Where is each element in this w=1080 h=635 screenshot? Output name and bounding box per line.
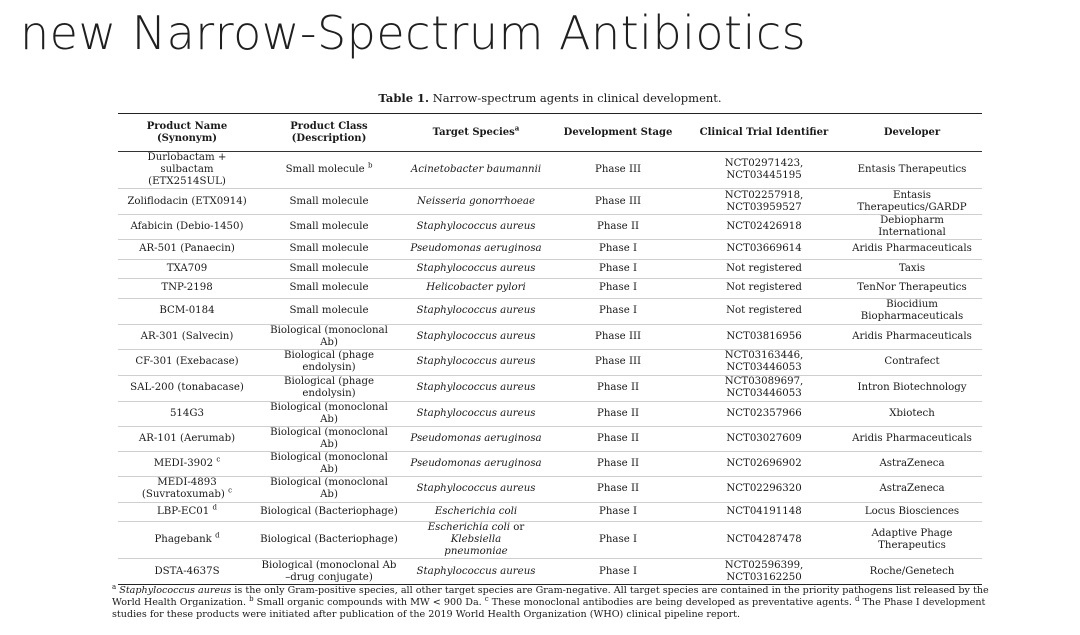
target-species-cell-text: Staphylococcus aureus <box>416 330 536 342</box>
trial-identifier-cell <box>686 152 842 189</box>
product-name-cell-text: AR-101 (Aerumab) <box>138 432 236 444</box>
product-name-cell-text: Afabicin (Debio-1450) <box>130 221 244 232</box>
trial-identifier-cell-text: Not registered <box>726 282 802 294</box>
development-stage-cell: Phase I <box>550 298 686 324</box>
developer-cell-text: Intron Biotechnology <box>857 382 967 393</box>
trial-identifier-cell-text: NCT02257918, <box>724 189 804 201</box>
product-name-cell <box>118 240 256 260</box>
product-name-cell-text: MEDI-3902 <box>153 457 214 469</box>
developer-cell-text: Aridis Pharmaceuticals <box>852 432 972 444</box>
product-class-cell-text: Biological (monoclonal Ab) <box>270 401 388 425</box>
development-stage-cell: Phase II <box>550 451 686 476</box>
column-header <box>402 114 550 152</box>
target-species-cell <box>402 451 550 476</box>
table-row <box>118 349 982 375</box>
product-class-cell-text: Biological (monoclonal Ab) <box>270 451 388 475</box>
developer-cell <box>842 502 982 522</box>
column-header-footnote-mark: a <box>514 123 520 133</box>
table-row <box>118 279 982 299</box>
footnote-mark: d <box>212 503 217 512</box>
target-species-cell <box>402 279 550 299</box>
column-header-label: Developer <box>883 126 941 138</box>
developer-cell <box>842 279 982 299</box>
column-header-label: Product Name <box>146 120 228 132</box>
target-species-cell-text: Pseudomonas aeruginosa <box>410 457 542 469</box>
trial-identifier-cell <box>686 215 842 240</box>
development-stage-cell: Phase III <box>550 152 686 189</box>
target-species-cell-text: Escherichia coli or Klebsiella <box>427 522 525 545</box>
target-species-cell <box>402 215 550 240</box>
product-name-cell-text: (Suvratoxumab) <box>141 489 225 500</box>
developer-cell <box>842 240 982 260</box>
trial-identifier-cell-text: NCT03445195 <box>726 170 802 181</box>
target-species-cell-text: Pseudomonas aeruginosa <box>410 432 542 444</box>
developer-cell-text: Biopharmaceuticals <box>860 311 964 322</box>
product-class-cell-text: Biological (phage endolysin) <box>283 376 374 399</box>
table-row <box>118 259 982 279</box>
target-species-cell-text: Staphylococcus aureus <box>416 483 536 494</box>
table-caption-text: Narrow-spectrum agents in clinical development. <box>432 91 722 105</box>
product-class-cell <box>256 451 402 476</box>
product-name-cell <box>118 152 256 189</box>
target-species-cell-text: Staphylococcus aureus <box>416 407 536 419</box>
developer-cell-text: Aridis Pharmaceuticals <box>852 243 972 255</box>
product-class-cell <box>256 189 402 215</box>
table-row <box>118 324 982 349</box>
footnote-a-species: Staphylococcus aureus <box>119 585 232 596</box>
product-class-cell-text: Biological (Bacteriophage) <box>260 534 398 545</box>
product-name-cell-text: LBP-EC01 <box>157 505 210 517</box>
product-class-cell <box>256 215 402 240</box>
table-body <box>118 152 982 585</box>
product-name-cell <box>118 375 256 401</box>
developer-cell <box>842 189 982 215</box>
product-class-cell <box>256 259 402 279</box>
development-stage-cell: Phase I <box>550 240 686 260</box>
trial-identifier-cell <box>686 559 842 585</box>
product-class-cell-text: Small molecule <box>289 243 369 255</box>
column-header-sublabel: (Synonym) <box>156 132 218 144</box>
product-name-cell-text: Phagebank <box>154 534 212 545</box>
product-name-cell <box>118 259 256 279</box>
developer-cell <box>842 476 982 502</box>
product-name-cell <box>118 451 256 476</box>
trial-identifier-cell <box>686 426 842 451</box>
developer-cell-text: Roche/Genetech <box>869 565 955 577</box>
trial-identifier-cell <box>686 401 842 426</box>
developer-cell <box>842 298 982 324</box>
target-species-cell-text: Staphylococcus aureus <box>416 262 536 274</box>
target-species-cell <box>402 559 550 585</box>
footnote-a-text: is the only Gram-positive species, all other target species are Gram-negative. All target species are contained in the priority pathogens list released by the World Health Organization. <box>112 585 989 609</box>
trial-identifier-cell-text: NCT03446053 <box>726 388 802 399</box>
product-class-cell <box>256 152 402 189</box>
trial-identifier-cell <box>686 522 842 559</box>
trial-identifier-cell <box>686 189 842 215</box>
trial-identifier-cell-text: NCT03089697, <box>724 376 804 387</box>
slide-title: new Narrow-Spectrum Antibiotics <box>20 6 807 60</box>
antibiotics-table <box>118 113 982 585</box>
column-header <box>118 114 256 152</box>
trial-identifier-cell-text: NCT03163446, <box>724 350 804 361</box>
development-stage-cell: Phase I <box>550 259 686 279</box>
table-row <box>118 522 982 559</box>
trial-identifier-cell-text: NCT02357966 <box>726 407 802 419</box>
table-row <box>118 152 982 189</box>
product-name-cell-text: DSTA-4637S <box>154 565 220 577</box>
product-class-cell <box>256 401 402 426</box>
table-caption <box>0 91 1080 105</box>
trial-identifier-cell <box>686 375 842 401</box>
product-class-cell-text: Small molecule <box>289 195 369 207</box>
product-class-cell-text: Biological (monoclonal Ab) <box>270 324 388 348</box>
table-caption-label: Table 1. <box>378 91 430 105</box>
product-class-cell <box>256 476 402 502</box>
footnote-mark: c <box>216 455 221 464</box>
table-row <box>118 215 982 240</box>
developer-cell-text: Locus Biosciences <box>864 505 960 517</box>
development-stage-cell: Phase II <box>550 426 686 451</box>
developer-cell-text: AstraZeneca <box>879 457 945 469</box>
product-class-cell <box>256 279 402 299</box>
developer-cell <box>842 522 982 559</box>
trial-identifier-cell-text: NCT02696902 <box>726 457 802 469</box>
product-name-cell-text: AR-501 (Panaecin) <box>139 243 235 255</box>
product-class-cell <box>256 349 402 375</box>
target-species-cell <box>402 298 550 324</box>
target-species-cell <box>402 349 550 375</box>
developer-cell-text: Entasis <box>893 189 931 201</box>
footnote-b-mark: b <box>249 595 254 604</box>
target-species-cell <box>402 375 550 401</box>
product-name-cell-text: MEDI-4893 <box>157 477 217 488</box>
product-class-cell-text: Small molecule <box>289 282 369 294</box>
target-species-cell-text: Staphylococcus aureus <box>416 382 536 393</box>
product-class-cell-text: Small molecule <box>285 164 365 175</box>
developer-cell-text: Therapeutics/GARDP <box>857 201 967 213</box>
product-class-cell-text: Biological (Bacteriophage) <box>260 505 398 517</box>
developer-cell <box>842 324 982 349</box>
product-name-cell <box>118 324 256 349</box>
product-name-cell-text: TXA709 <box>166 262 208 274</box>
developer-cell <box>842 349 982 375</box>
table-row <box>118 375 982 401</box>
trial-identifier-cell <box>686 240 842 260</box>
footnote-c-mark: c <box>484 595 489 604</box>
product-class-cell-text: Biological (phage endolysin) <box>283 350 374 373</box>
product-name-cell <box>118 401 256 426</box>
target-species-cell <box>402 426 550 451</box>
footnote-b-text: Small organic compounds with MW < 900 Da. <box>253 597 485 609</box>
product-name-cell <box>118 426 256 451</box>
target-species-cell-text: pneumoniae <box>444 546 508 557</box>
trial-identifier-cell-text: NCT02296320 <box>726 483 802 494</box>
product-class-cell <box>256 375 402 401</box>
product-class-cell <box>256 522 402 559</box>
product-name-cell <box>118 189 256 215</box>
developer-cell-text: Xbiotech <box>889 407 935 419</box>
developer-cell <box>842 401 982 426</box>
footnote-a-mark: a <box>112 582 117 591</box>
trial-identifier-cell <box>686 451 842 476</box>
developer-cell <box>842 152 982 189</box>
column-header-label: Development Stage <box>563 126 673 138</box>
target-species-cell <box>402 189 550 215</box>
product-name-cell <box>118 349 256 375</box>
developer-cell <box>842 375 982 401</box>
developer-cell-text: Debiopharm International <box>878 215 946 238</box>
trial-identifier-cell-text: NCT03669614 <box>726 243 802 255</box>
product-class-cell <box>256 240 402 260</box>
trial-identifier-cell-text: Not registered <box>726 262 802 274</box>
target-species-cell-text: Staphylococcus aureus <box>416 221 536 232</box>
development-stage-cell: Phase III <box>550 189 686 215</box>
target-species-cell <box>402 476 550 502</box>
column-header-label: Product Class (Description) <box>290 120 368 144</box>
product-name-cell <box>118 559 256 585</box>
column-header <box>550 114 686 152</box>
trial-identifier-cell-text: NCT03816956 <box>726 330 802 342</box>
developer-cell <box>842 559 982 585</box>
target-species-cell-text: Staphylococcus aureus <box>416 565 536 577</box>
trial-identifier-cell <box>686 279 842 299</box>
target-species-cell-text: Helicobacter pylori <box>426 282 526 294</box>
footnote-mark: c <box>228 486 233 495</box>
column-header <box>686 114 842 152</box>
developer-cell <box>842 215 982 240</box>
product-name-cell-text: 514G3 <box>169 407 205 419</box>
trial-identifier-cell <box>686 259 842 279</box>
product-class-cell <box>256 426 402 451</box>
footnote-d-mark: d <box>854 595 860 604</box>
product-name-cell-text: TNP-2198 <box>161 282 213 294</box>
product-name-cell <box>118 215 256 240</box>
trial-identifier-cell-text: NCT02426918 <box>726 221 802 232</box>
product-name-cell-text: BCM-0184 <box>159 305 215 316</box>
table-header-row <box>118 114 982 152</box>
product-class-cell-text: Biological (monoclonal Ab) <box>270 426 388 450</box>
developer-cell-text: Biocidium <box>886 299 938 310</box>
developer-cell <box>842 426 982 451</box>
footnote-mark: d <box>215 531 220 540</box>
product-name-cell <box>118 476 256 502</box>
table-row <box>118 401 982 426</box>
trial-identifier-cell <box>686 502 842 522</box>
product-name-cell <box>118 279 256 299</box>
trial-identifier-cell-text: NCT03446053 <box>726 362 802 373</box>
table-row <box>118 559 982 585</box>
trial-identifier-cell-text: NCT04287478 <box>726 534 802 545</box>
trial-identifier-cell <box>686 298 842 324</box>
product-class-cell <box>256 559 402 585</box>
product-name-cell-text: AR-301 (Salvecin) <box>140 330 234 342</box>
developer-cell-text: Aridis Pharmaceuticals <box>852 330 972 342</box>
target-species-cell <box>402 324 550 349</box>
product-name-cell-text: SAL-200 (tonabacase) <box>130 382 244 393</box>
product-name-cell-text: Durlobactam + sulbactam <box>147 152 227 175</box>
development-stage-cell: Phase I <box>550 279 686 299</box>
table-row <box>118 502 982 522</box>
product-class-cell <box>256 324 402 349</box>
product-name-cell-text: Zoliflodacin (ETX0914) <box>127 195 247 207</box>
developer-cell-text: AstraZeneca <box>879 483 945 494</box>
product-class-cell-text: –drug conjugate) <box>285 571 373 583</box>
product-class-cell <box>256 298 402 324</box>
target-species-cell <box>402 522 550 559</box>
footnote-c-text: These monoclonal antibodies are being developed as preventative agents. <box>488 597 855 609</box>
developer-cell <box>842 451 982 476</box>
development-stage-cell: Phase III <box>550 349 686 375</box>
trial-identifier-cell-text: NCT03027609 <box>726 432 802 444</box>
trial-identifier-cell-text: NCT03162250 <box>726 571 802 583</box>
developer-cell <box>842 259 982 279</box>
product-name-cell-text: CF-301 (Exebacase) <box>135 356 239 367</box>
column-header-label: Clinical Trial Identifier <box>699 126 829 138</box>
table-row <box>118 426 982 451</box>
column-header <box>256 114 402 152</box>
development-stage-cell: Phase I <box>550 502 686 522</box>
product-name-cell <box>118 522 256 559</box>
product-class-cell-text: Biological (monoclonal Ab) <box>270 477 388 500</box>
product-class-cell-text: Small molecule <box>289 221 369 232</box>
table-row <box>118 476 982 502</box>
product-class-cell <box>256 502 402 522</box>
target-species-cell-text: Escherichia coli <box>434 505 518 517</box>
trial-identifier-cell <box>686 349 842 375</box>
product-name-cell-text: (ETX2514SUL) <box>148 176 226 187</box>
trial-identifier-cell-text: NCT02596399, <box>724 559 804 571</box>
trial-identifier-cell <box>686 324 842 349</box>
target-species-cell-text: Staphylococcus aureus <box>416 305 536 316</box>
table-row <box>118 189 982 215</box>
target-species-cell <box>402 259 550 279</box>
development-stage-cell: Phase III <box>550 324 686 349</box>
target-species-cell-text: Staphylococcus aureus <box>416 356 536 367</box>
target-species-cell <box>402 152 550 189</box>
developer-cell-text: Contrafect <box>884 356 940 367</box>
trial-identifier-cell <box>686 476 842 502</box>
target-species-cell <box>402 502 550 522</box>
development-stage-cell: Phase I <box>550 559 686 585</box>
development-stage-cell: Phase II <box>550 215 686 240</box>
development-stage-cell: Phase II <box>550 476 686 502</box>
target-species-cell <box>402 401 550 426</box>
table-row <box>118 451 982 476</box>
target-species-cell <box>402 240 550 260</box>
developer-cell-text: Entasis Therapeutics <box>857 164 967 175</box>
development-stage-cell: Phase I <box>550 522 686 559</box>
target-species-cell-text: Acinetobacter baumannii <box>410 164 542 175</box>
product-class-cell-text: Small molecule <box>289 262 369 274</box>
product-name-cell <box>118 502 256 522</box>
trial-identifier-cell-text: NCT02971423, <box>724 158 804 169</box>
table-row <box>118 298 982 324</box>
footnotes <box>112 582 992 622</box>
developer-cell-text: Adaptive Phage <box>871 528 953 539</box>
trial-identifier-cell-text: Not registered <box>726 305 802 316</box>
development-stage-cell: Phase II <box>550 375 686 401</box>
developer-cell-text: TenNor Therapeutics <box>857 282 967 294</box>
product-class-cell-text: Small molecule <box>289 305 369 316</box>
target-species-cell-text: Neisseria gonorrhoeae <box>416 195 536 207</box>
developer-cell-text: Therapeutics <box>878 540 946 551</box>
developer-cell-text: Taxis <box>898 262 926 274</box>
footnote-d-text: The Phase I development studies for these products were initiated after publication of the 2019 World Health Organization (WHO) clinical pipeline report. <box>112 597 986 621</box>
target-species-cell-text: Pseudomonas aeruginosa <box>410 243 542 255</box>
trial-identifier-cell-text: NCT03959527 <box>726 201 802 213</box>
product-class-cell-text: Biological (monoclonal Ab <box>261 559 397 571</box>
product-name-cell <box>118 298 256 324</box>
column-header <box>842 114 982 152</box>
footnote-mark: b <box>367 161 373 170</box>
development-stage-cell: Phase II <box>550 401 686 426</box>
trial-identifier-cell-text: NCT04191148 <box>726 505 802 517</box>
column-header-label: Target Species <box>432 126 515 138</box>
table-row <box>118 240 982 260</box>
